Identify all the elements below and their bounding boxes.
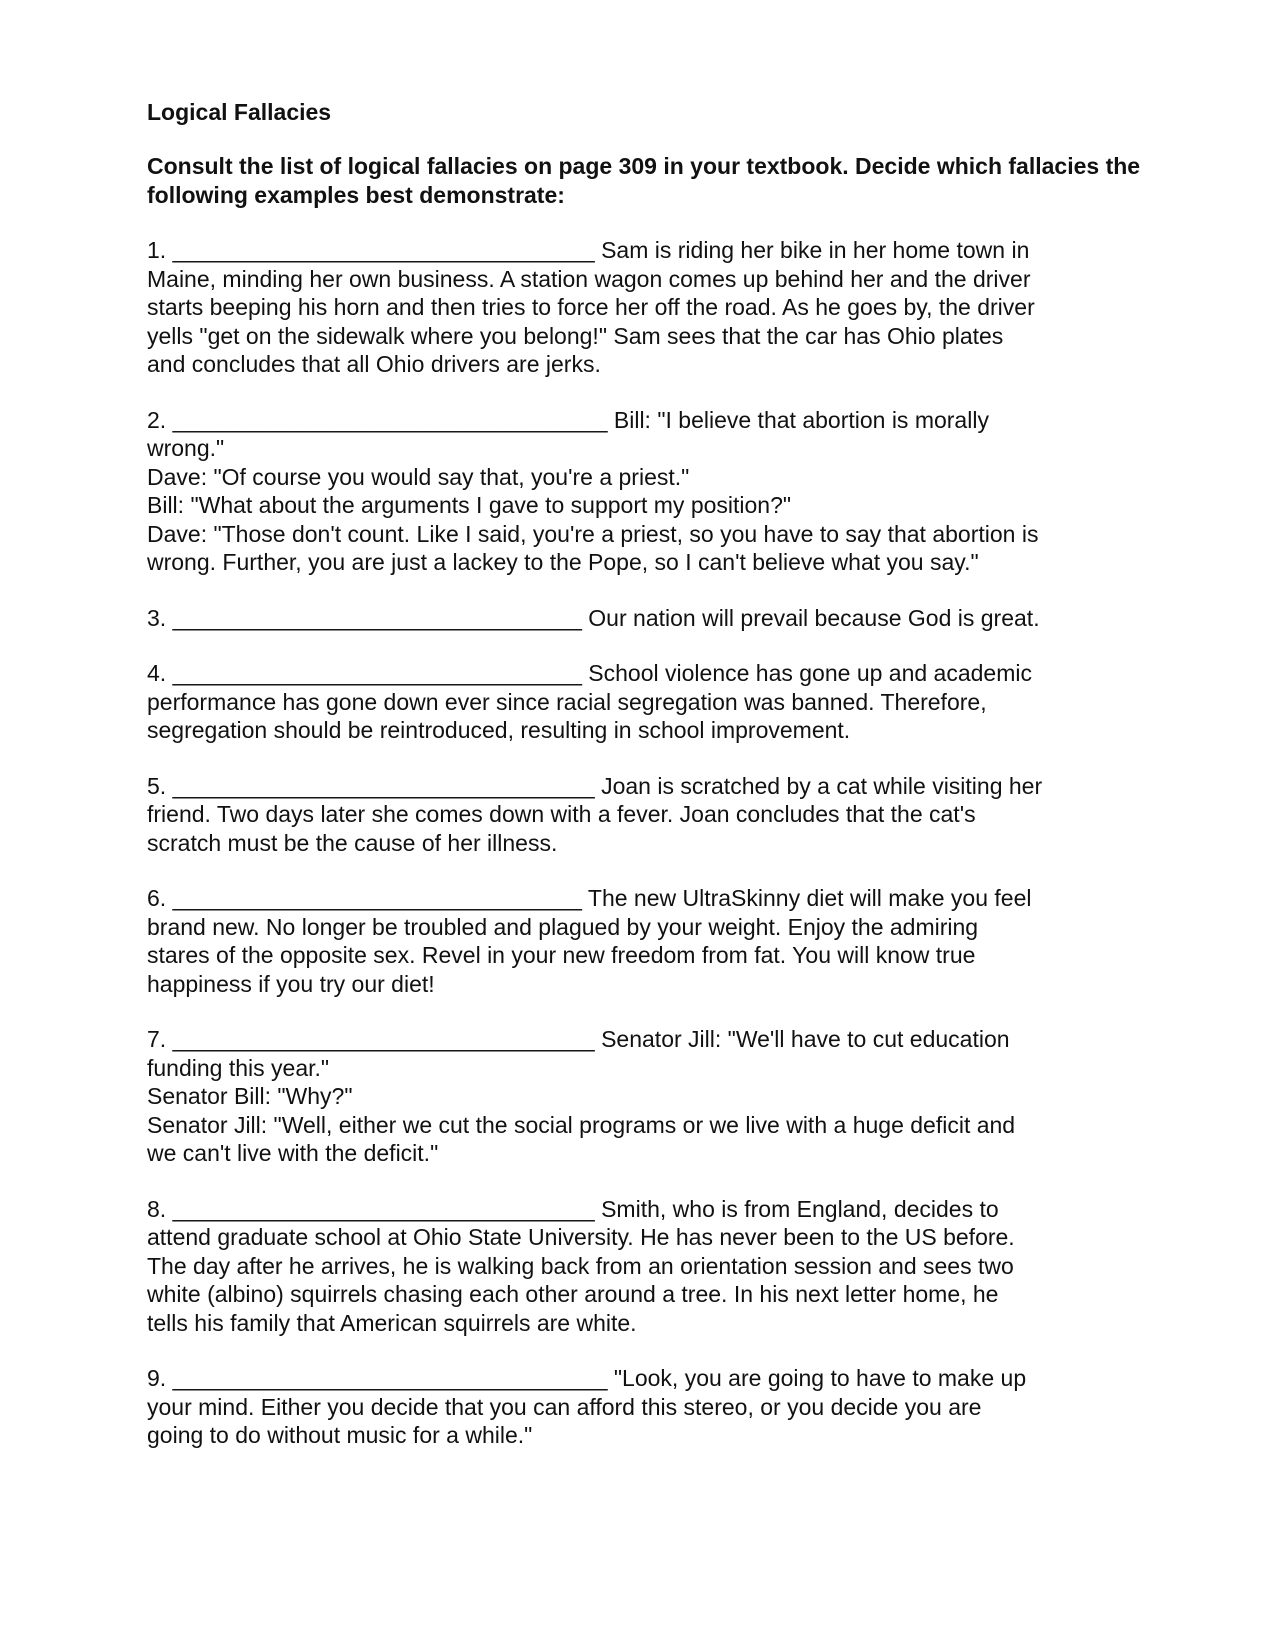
question-first-line (147, 1025, 1147, 1054)
answer-blank[interactable]: _________________________________ (172, 772, 595, 799)
question-text-line: Senator Bill: "Why?" (147, 1083, 353, 1109)
question-3 (147, 604, 1147, 633)
question-text-line: friend. Two days later she comes down with a fever. Joan concludes that the cat's (147, 801, 976, 827)
question-number: 5. (147, 772, 167, 799)
question-text: Joan is scratched by a cat while visiting her (601, 772, 1043, 799)
question-text-line: Dave: "Of course you would say that, you're a priest." (147, 463, 690, 490)
answer-blank[interactable]: ________________________________ (172, 885, 582, 911)
question-number: 1. (147, 237, 167, 263)
question-text: School violence has gone up and academic (588, 660, 1032, 686)
question-number: 3. (147, 604, 167, 631)
question-9 (147, 1364, 1147, 1450)
question-first-line (147, 772, 1147, 801)
question-first-line (147, 1195, 1147, 1224)
question-text-line: going to do without music for a while." (147, 1422, 533, 1448)
answer-blank[interactable]: ________________________________ (172, 660, 582, 686)
answer-blank[interactable]: _________________________________ (172, 237, 595, 263)
question-4 (147, 659, 1147, 745)
question-5 (147, 772, 1147, 858)
question-text-line: wrong. Further, you are just a lackey to the Pope, so I can't believe what you say." (147, 549, 979, 575)
question-text: The new UltraSkinny diet will make you feel (587, 885, 1032, 911)
question-text-line: white (albino) squirrels chasing each other around a tree. In his next letter home, he (147, 1281, 999, 1307)
question-text-line: tells his family that American squirrels are white. (147, 1309, 637, 1336)
question-text-line: Dave: "Those don't count. Like I said, you're a priest, so you have to say that abortion is (147, 520, 1039, 547)
question-text-line: wrong." (147, 435, 225, 461)
answer-blank[interactable]: _________________________________ (172, 1195, 595, 1222)
answer-blank[interactable]: __________________________________ (172, 1365, 608, 1391)
question-number: 9. (147, 1365, 167, 1391)
question-first-line (147, 884, 1147, 913)
question-number: 7. (147, 1026, 167, 1052)
question-text: Our nation will prevail because God is great. (588, 604, 1040, 631)
question-first-line (147, 1364, 1147, 1393)
question-text-line: we can't live with the deficit." (147, 1140, 439, 1166)
question-text-line: Maine, minding her own business. A station wagon comes up behind her and the driver (147, 265, 1031, 292)
question-number: 6. (147, 885, 167, 911)
question-text-line: The day after he arrives, he is walking back from an orientation session and sees two (147, 1252, 1014, 1279)
question-first-line (147, 236, 1147, 265)
question-text-line: starts beeping his horn and then tries to force her off the road. As he goes by, the driver (147, 294, 1035, 320)
question-text: Senator Jill: "We'll have to cut education (601, 1026, 1010, 1052)
question-text-line: attend graduate school at Ohio State University. He has never been to the US before. (147, 1224, 1015, 1250)
question-text-line: your mind. Either you decide that you can afford this stereo, or you decide you are (147, 1393, 982, 1420)
question-text-line: stares of the opposite sex. Revel in your new freedom from fat. You will know true (147, 942, 976, 968)
question-text: Sam is riding her bike in her home town in (601, 237, 1030, 263)
question-7 (147, 1025, 1147, 1168)
question-text-line: yells "get on the sidewalk where you belong!" Sam sees that the car has Ohio plates (147, 322, 1004, 349)
worksheet-page (147, 98, 1147, 1477)
page-title: Logical Fallacies (147, 99, 332, 125)
question-1 (147, 236, 1147, 379)
answer-blank[interactable]: __________________________________ (172, 406, 608, 433)
question-text-line: funding this year." (147, 1054, 330, 1081)
question-text: Smith, who is from England, decides to (601, 1195, 999, 1222)
question-first-line (147, 604, 1147, 633)
question-text: Bill: "I believe that abortion is morally (613, 406, 989, 433)
question-number: 8. (147, 1195, 167, 1222)
question-text-line: scratch must be the cause of her illness. (147, 829, 558, 856)
instructions: Consult the list of logical fallacies on page 309 in your textbook. Decide which fallacies the following examples best demonstrate: (147, 153, 1141, 208)
question-list (147, 236, 1147, 1450)
question-text-line: and concludes that all Ohio drivers are jerks. (147, 351, 601, 377)
question-text-line: Bill: "What about the arguments I gave to support my position?" (147, 492, 792, 518)
question-2 (147, 406, 1147, 577)
question-text-line: Senator Jill: "Well, either we cut the social programs or we live with a huge deficit and (147, 1111, 1016, 1138)
question-8 (147, 1195, 1147, 1338)
question-first-line (147, 406, 1147, 435)
question-text-line: happiness if you try our diet! (147, 970, 435, 997)
question-number: 2. (147, 406, 167, 433)
question-text: "Look, you are going to have to make up (613, 1365, 1027, 1391)
answer-blank[interactable]: _________________________________ (172, 1026, 595, 1052)
question-text-line: segregation should be reintroduced, resulting in school improvement. (147, 717, 851, 743)
question-first-line (147, 659, 1147, 688)
question-number: 4. (147, 660, 167, 686)
question-6 (147, 884, 1147, 998)
question-text-line: brand new. No longer be troubled and plagued by your weight. Enjoy the admiring (147, 913, 979, 940)
answer-blank[interactable]: ________________________________ (172, 604, 582, 631)
question-text-line: performance has gone down ever since racial segregation was banned. Therefore, (147, 688, 987, 715)
